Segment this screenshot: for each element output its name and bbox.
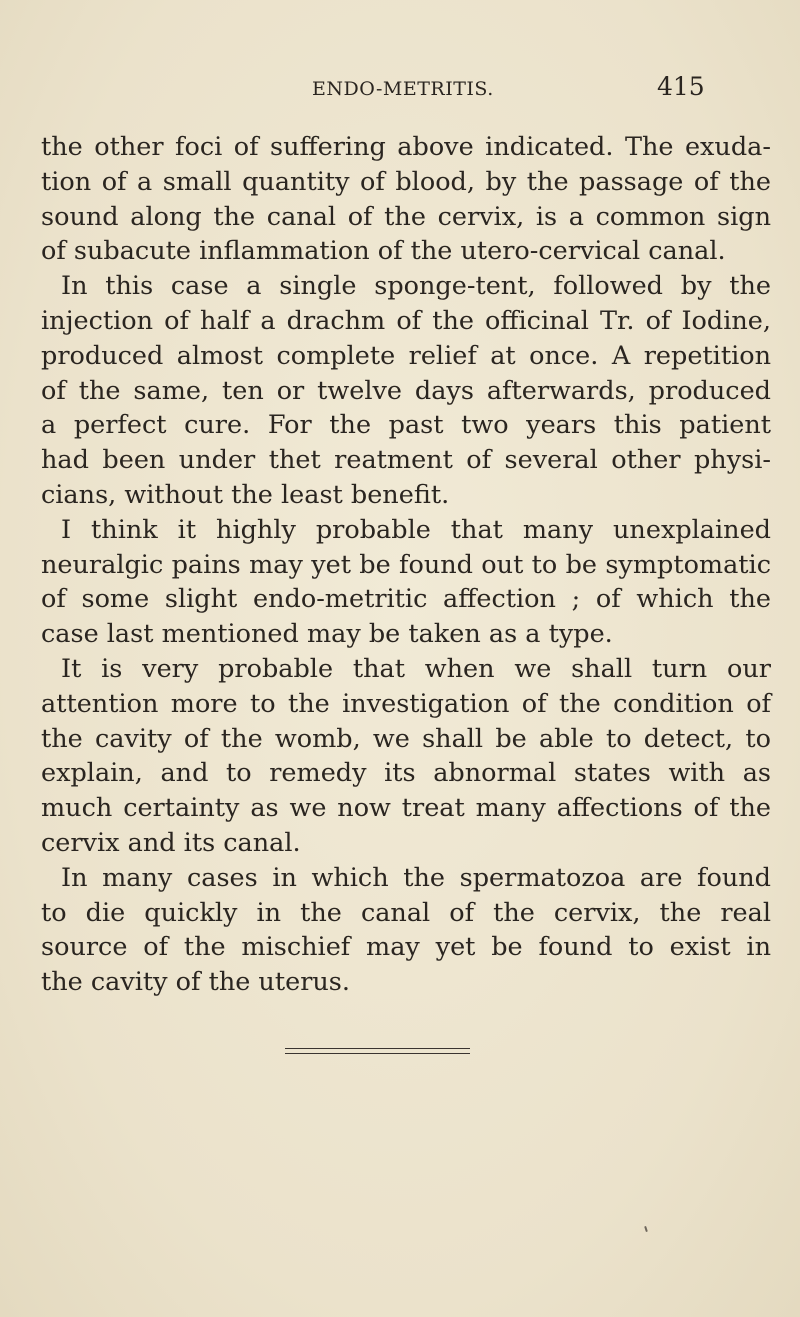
text-line: source of the mischief may yet be found to exist in: [41, 932, 771, 963]
running-title: ENDO-METRITIS.: [312, 78, 494, 100]
text-line: In many cases in which the spermatozoa are found: [61, 862, 771, 893]
text-line: a perfect cure. For the past two years this patient: [41, 410, 771, 441]
end-rule-bottom: [285, 1053, 470, 1054]
text-line: the other foci of suffering above indicated. The exuda-: [41, 132, 771, 162]
text-line: case last mentioned may be taken as a type.: [41, 619, 613, 650]
text-line: tion of a small quantity of blood, by the passage of the: [41, 166, 771, 197]
text-line: of some slight endo-metritic affection ; of which the: [41, 584, 771, 615]
text-line: much certainty as we now treat many affections of the: [41, 793, 771, 824]
paper-speck: [644, 1226, 648, 1232]
body-text: [41, 130, 771, 1000]
text-line: sound along the canal of the cervix, is a common sign: [41, 201, 771, 232]
text-line: explain, and to remedy its abnormal states with as: [41, 758, 771, 789]
text-line: cians, without the least benefit.: [41, 479, 450, 510]
text-line: of subacute inflammation of the utero-cervical canal.: [41, 236, 726, 267]
text-line: injection of half a drachm of the officinal Tr. of Iodine,: [41, 305, 771, 336]
text-line: had been under thet reatment of several other physi-: [41, 445, 771, 476]
text-line: neuralgic pains may yet be found out to be symptomatic: [41, 549, 771, 580]
page-number: 415: [657, 72, 705, 101]
text-line: the cavity of the womb, we shall be able to detect, to: [41, 723, 771, 754]
text-line: In this case a single sponge-tent, followed by the: [61, 271, 771, 302]
text-line: attention more to the investigation of the condition of: [41, 688, 771, 719]
text-line: cervix and its canal.: [41, 827, 301, 858]
end-rule-top: [285, 1048, 470, 1049]
text-line: to die quickly in the canal of the cervix, the real: [41, 897, 771, 928]
text-line: of the same, ten or twelve days afterwards, produced: [41, 375, 771, 406]
text-line: produced almost complete relief at once. A repetition: [41, 340, 771, 371]
text-line: I think it highly probable that many unexplained: [61, 514, 771, 545]
text-line: It is very probable that when we shall turn our: [61, 653, 771, 684]
text-line: the cavity of the uterus.: [41, 967, 351, 998]
